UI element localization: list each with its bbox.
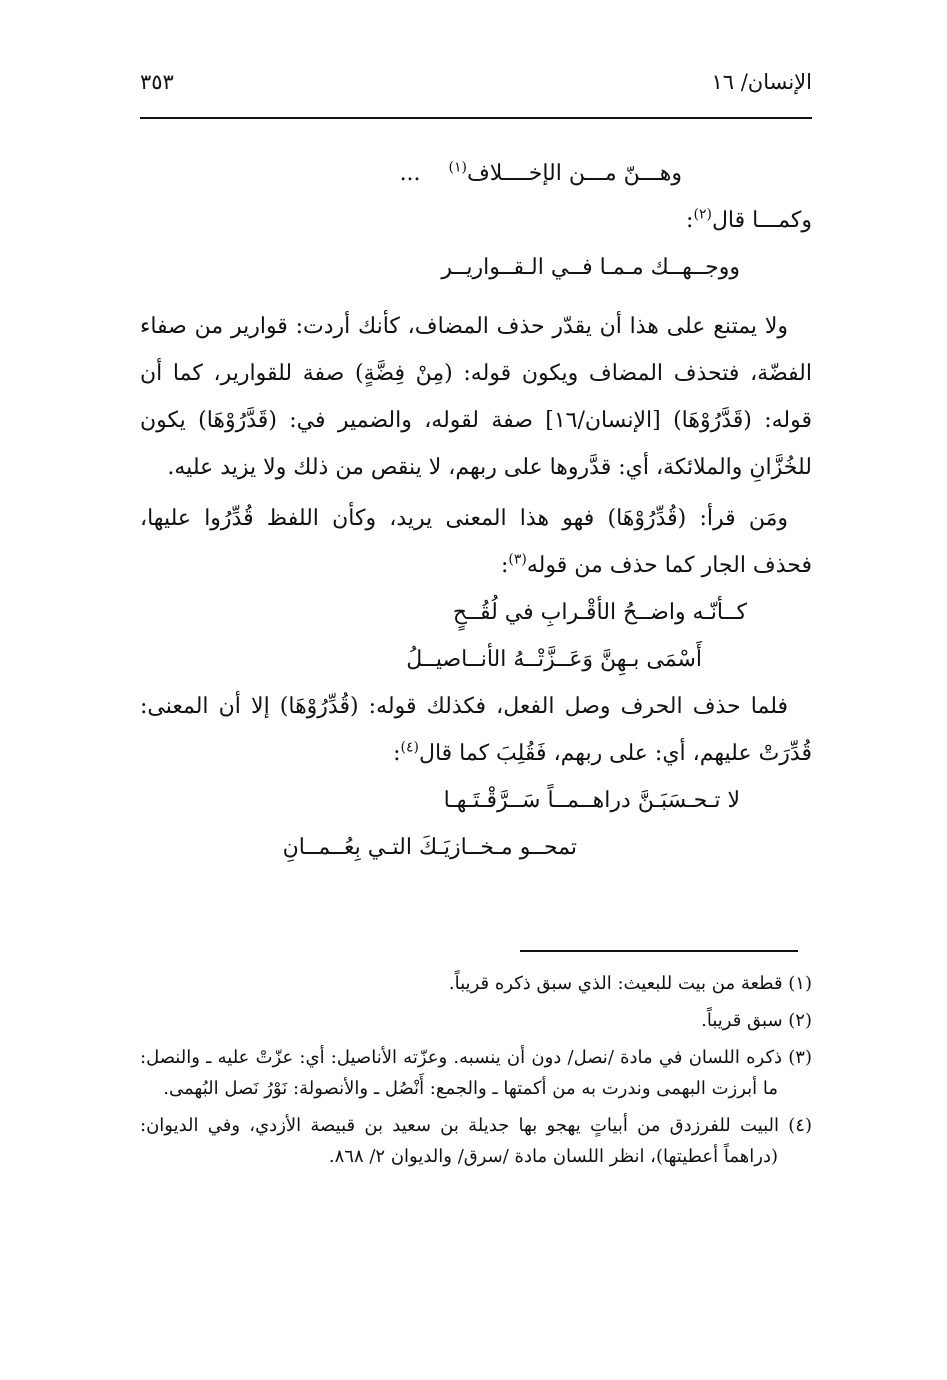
footnotes bbox=[140, 968, 812, 1178]
verse-line bbox=[140, 777, 812, 824]
paragraph bbox=[140, 495, 812, 589]
verse-text: كــأنّـه واضــحُ الأقْـرابِ في لُقُــحٍ bbox=[452, 600, 747, 625]
colon: : bbox=[500, 553, 509, 578]
verse-line bbox=[140, 636, 812, 683]
verse-text: أَسْمَى بـهِنَّ وَعَــزَّتْــهُ الأنــاصيــلُ bbox=[406, 647, 702, 672]
verse-text: ووجــهــك مـمـا فــي الـقــواريــر bbox=[441, 255, 740, 280]
verse-line bbox=[140, 824, 812, 871]
verse-line bbox=[140, 244, 812, 291]
colon: : bbox=[686, 208, 694, 233]
running-title: الإنسان/ ١٦ bbox=[711, 70, 812, 94]
verse-line bbox=[140, 589, 812, 636]
paragraph-text: فلما حذف الحرف وصل الفعل، فكذلك قوله: (قُدِّرُوْهَا) إلا أن المعنى: قُدِّرَتْ عليهم، أي: على ربهم، فَقُلِبَ كما قال bbox=[140, 694, 812, 766]
main-text bbox=[140, 150, 812, 871]
verse-text: وهـــنّ مـــن الإخــــلاف bbox=[467, 161, 682, 186]
verse-text: تمحــو مـخــازيَـكَ التـي بِعُــمــانِ bbox=[282, 835, 577, 860]
paragraph: ولا يمتنع على هذا أن يقدّر حذف المضاف، كأنك أردت: قوارير من صفاء الفضّة، فتحذف المضاف ويكون قوله: (مِنْ فِضَّةٍ) صفة للقوارير، كما أن قوله: (قَدَّرُوْهَا) [الإنسان/١٦] صفة لقوله، والضمير في: (قَدَّرُوْهَا) يكون للخُزَّانِ والملائكة، أي: قدَّروها على ربهم، لا ينقص من ذلك ولا يزيد عليه. bbox=[140, 314, 812, 480]
verse-line bbox=[140, 150, 812, 197]
footnote-ref: (٢) bbox=[693, 206, 712, 223]
colon: : bbox=[393, 741, 401, 766]
footnote-rule bbox=[520, 950, 798, 952]
paragraph-text: ومَن قرأ: (قُدِّرُوْهَا) فهو هذا المعنى يريد، وكأن اللفظ قُدِّرُوا عليها، فحذف الجار كما حذف من قوله bbox=[140, 506, 812, 578]
footnote-ref: (٤) bbox=[400, 739, 419, 756]
page-number: ٣٥٣ bbox=[140, 70, 174, 94]
verse-text: لا تـحـسَبَـنَّ دراهــمــاً سَــرَّقْـتَـهـا bbox=[443, 788, 740, 813]
footnote: (٣) ذكره اللسان في مادة /نصل/ دون أن ينسبه. وعزّته الأناصيل: أي: عزّتْ عليه ـ والنصل: ما أبرزت البهمى وندرت به من أكمتها ـ والجمع: أَنْصُل ـ والأنصولة: نَوْرُ نَصل البُهمى. bbox=[140, 1047, 812, 1099]
paragraph bbox=[140, 683, 812, 777]
running-header bbox=[140, 66, 812, 106]
footnote-ref: (١) bbox=[448, 159, 467, 176]
intro-line bbox=[140, 197, 812, 244]
header-rule bbox=[140, 117, 812, 119]
footnote: (٤) البيت للفرزدق من أبياتٍ يهجو بها جديلة بن سعيد بن قبيصة الأزدي، وفي الديوان: (دراهماً أعطيتها)، انظر اللسان مادة /سرق/ والديوان ٢/ ٨٦٨. bbox=[140, 1115, 812, 1167]
footnote: (١) قطعة من بيت للبعيث: الذي سبق ذكره قريباً. bbox=[448, 973, 812, 994]
footnote: (٢) سبق قريباً. bbox=[701, 1010, 812, 1031]
footnote-ref: (٣) bbox=[508, 551, 527, 568]
intro-text: وكمـــا قال bbox=[711, 208, 812, 233]
ellipsis: ... bbox=[399, 161, 421, 186]
